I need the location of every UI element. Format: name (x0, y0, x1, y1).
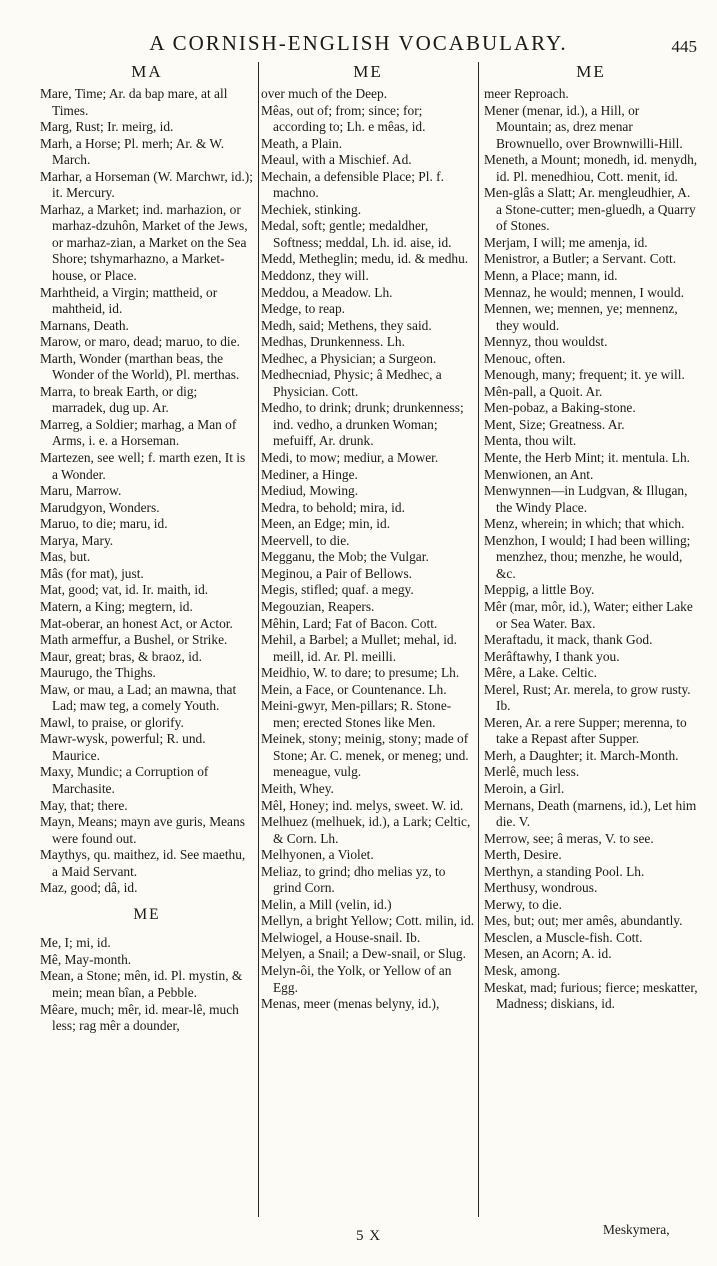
entry-list (261, 86, 475, 1013)
dictionary-entry: Marg, Rust; Ir. meirg, id. (40, 119, 174, 135)
column-heading: MA (131, 62, 163, 81)
dictionary-entry: Medhas, Drunkenness. Lh. (261, 334, 405, 350)
dictionary-entry: Mâs (for mat), just. (40, 565, 144, 581)
dictionary-entry: Meaul, with a Mischief. Ad. (261, 152, 412, 168)
dictionary-entry: Mediud, Mowing. (261, 483, 359, 499)
dictionary-entry: Mêhin, Lard; Fat of Bacon. Cott. (261, 615, 438, 631)
dictionary-entry: Mean, a Stone; mên, id. Pl. mystin, & mein; mean bîan, a Pebble. (40, 968, 243, 1000)
dictionary-entry: Mat, good; vat, id. Ir. maith, id. (40, 582, 209, 598)
dictionary-entry: Medi, to mow; mediur, a Mower. (261, 450, 439, 466)
dictionary-entry: Marra, to break Earth, or dig; marradek, dug up. Ar. (40, 383, 198, 416)
dictionary-entry: Marnans, Death. (40, 317, 129, 333)
dictionary-entry: Mêas, out of; from; since; for; according to; Lh. e mêas, id. (261, 102, 426, 135)
dictionary-entry: Menz, wherein; in which; that which. (484, 516, 685, 532)
page-title: A CORNISH-ENGLISH VOCABULARY. (149, 31, 568, 55)
dictionary-entry: Medhec, a Physician; a Surgeon. (261, 350, 437, 366)
dictionary-entry: Martezen, see well; f. marth ezen, It is a Wonder. (40, 450, 246, 482)
dictionary-entry: Meneth, a Mount; monedh, id. menydh, id. Pl. menedhiou, Cott. menit, id. (484, 152, 698, 184)
dictionary-entry: Maru, Marrow. (40, 483, 122, 499)
dictionary-entry: Mat-oberar, an honest Act, or Actor. (40, 615, 233, 631)
column-heading: ME (576, 62, 606, 81)
dictionary-entry: Meath, a Plain. (261, 135, 343, 151)
dictionary-entry: Marhaz, a Market; ind. marhazion, or marhaz-dzuhôn, Market of the Jews, or marhaz-zian, a Market on the Sea Shore; tshymarhazno, a Market-house, or Place. (40, 201, 248, 284)
dictionary-entry: Marth, Wonder (marthan beas, the Wonder of the World), Pl. merthas. (40, 350, 240, 383)
dictionary-entry: Mare, Time; Ar. da bap mare, at all Times. (40, 86, 228, 118)
dictionary-entry: Mas, but. (40, 549, 91, 565)
dictionary-entry: Mêare, much; mêr, id. mear-lê, much less; rag mêr a dounder, (40, 1001, 239, 1034)
dictionary-entry: Mechiek, stinking. (261, 201, 362, 217)
dictionary-entry: Mêr (mar, môr, id.), Water; either Lake or Sea Water. Bax. (484, 598, 693, 631)
dictionary-entry: Melyen, a Snail; a Dew-snail, or Slug. (261, 946, 466, 962)
dictionary-entry: Marreg, a Soldier; marhag, a Man of Arms, i. e. a Horseman. (40, 416, 237, 449)
column-heading: ME (353, 62, 383, 81)
dictionary-entry: Mennen, we; mennen, ye; mennenz, they would. (484, 301, 678, 333)
dictionary-entry: Men-pobaz, a Baking-stone. (484, 400, 636, 416)
dictionary-entry: Mawl, to praise, or glorify. (40, 714, 184, 730)
dictionary-entry: Maur, great; bras, & braoz, id. (40, 648, 202, 664)
dictionary-entry: Mêre, a Lake. Celtic. (484, 665, 598, 681)
signature-mark: 5 X (356, 1228, 382, 1244)
dictionary-entry: Mernans, Death (marnens, id.), Let him die. V. (484, 797, 697, 830)
dictionary-entry: Matern, a King; megtern, id. (40, 598, 193, 614)
catchword: Meskymera, (603, 1222, 670, 1237)
dictionary-entry: Mechain, a defensible Place; Pl. f. machno. (261, 168, 444, 201)
dictionary-entry: Megouzian, Reapers. (261, 598, 375, 614)
dictionary-entry: Maurugo, the Thighs. (40, 665, 156, 681)
dictionary-entry: Mesclen, a Muscle-fish. Cott. (484, 929, 643, 945)
page-number: 445 (671, 37, 697, 56)
dictionary-entry: Medra, to behold; mira, id. (261, 499, 405, 515)
dictionary-entry: Maw, or mau, a Lad; an mawna, that Lad; maw teg, a comely Youth. (40, 681, 237, 714)
dictionary-entry: Meraftadu, it mack, thank God. (484, 632, 653, 648)
dictionary-entry: Mellyn, a bright Yellow; Cott. milin, id. (261, 913, 475, 929)
column-rule (258, 62, 259, 1217)
dictionary-entry: Marh, a Horse; Pl. merh; Ar. & W. March. (40, 135, 225, 168)
dictionary-entry: Mêl, Honey; ind. melys, sweet. W. id. (261, 797, 464, 813)
dictionary-entry: Menwynnen—in Ludgvan, & Illugan, the Windy Place. (484, 483, 688, 515)
dictionary-entry: Math armeffur, a Bushel, or Strike. (40, 632, 228, 648)
dictionary-entry: Melhuez (melhuek, id.), a Lark; Celtic, & Corn. Lh. (261, 814, 471, 846)
dictionary-entry: Marhar, a Horseman (W. Marchwr, id.); it. Mercury. (40, 168, 253, 201)
dictionary-entry: Mesk, among. (484, 962, 561, 978)
dictionary-entry: Meen, an Edge; min, id. (261, 516, 391, 532)
dictionary-entry: Medhecniad, Physic; â Medhec, a Physician. Cott. (261, 367, 442, 399)
dictionary-entry: Marow, or maro, dead; maruo, to die. (40, 334, 240, 350)
dictionary-entry: Mên-pall, a Quoit. Ar. (484, 383, 603, 399)
dictionary-entry: Medho, to drink; drunk; drunkenness; ind. vedho, a drunken Woman; mefuiff, Ar. drunk. (261, 400, 464, 449)
dictionary-entry: Merthyn, a standing Pool. Lh. (484, 863, 645, 879)
dictionary-entry: Meroin, a Girl. (484, 780, 565, 796)
dictionary-entry: Meini-gwyr, Men-pillars; R. Stone-men; erected Stones like Men. (261, 698, 452, 730)
dictionary-entry: Menn, a Place; mann, id. (484, 268, 618, 284)
dictionary-entry: Mayn, Means; mayn ave guris, Means were found out. (40, 814, 245, 846)
dictionary-entry: Meskat, mad; furious; fierce; meskatter, Madness; diskians, id. (484, 979, 698, 1012)
dictionary-entry: Ment, Size; Greatness. Ar. (484, 416, 625, 432)
dictionary-entry: Meinek, stony; meinig, stony; made of Stone; Ar. C. menek, or meneg; und. meneague, vulg. (261, 731, 469, 780)
dictionary-entry: Medal, soft; gentle; medaldher, Softness; meddal, Lh. id. aise, id. (261, 218, 452, 250)
dictionary-entry: Mehil, a Barbel; a Mullet; mehal, id. meill, id. Ar. Pl. meilli. (261, 632, 457, 664)
dictionary-entry: Merlê, much less. (484, 764, 580, 780)
dictionary-entry: over much of the Deep. (261, 86, 388, 101)
dictionary-entry: Menas, meer (menas belyny, id.), (261, 996, 440, 1012)
dictionary-entry: Menzhon, I would; I had been willing; menzhez, thou; menzhe, he would, &c. (484, 532, 691, 581)
dictionary-entry: Merrow, see; â meras, V. to see. (484, 830, 654, 846)
dictionary-entry: Mê, May-month. (40, 951, 132, 967)
dictionary-entry: Men-glâs a Slatt; Ar. mengleudhier, A. a Stone-cutter; men-gluedh, a Quarry of Stones. (484, 185, 696, 234)
dictionary-entry: Megganu, the Mob; the Vulgar. (261, 549, 429, 565)
column-1 (40, 62, 254, 1218)
dictionary-entry: Menistror, a Butler; a Servant. Cott. (484, 251, 677, 267)
dictionary-entry: meer Reproach. (484, 86, 569, 101)
dictionary-entry: Maythys, qu. maithez, id. See maethu, a Maid Servant. (40, 847, 246, 879)
dictionary-entry: Meliaz, to grind; dho melias yz, to grind Corn. (261, 863, 446, 896)
dictionary-entry: Menouc, often. (484, 350, 566, 366)
dictionary-entry: Medge, to reap. (261, 301, 346, 317)
section-heading: ME (133, 905, 161, 923)
dictionary-entry: Meddonz, they will. (261, 268, 369, 284)
dictionary-entry: Merthusy, wondrous. (484, 880, 598, 896)
dictionary-entry: Meith, Whey. (261, 780, 334, 796)
dictionary-entry: Meidhio, W. to dare; to presume; Lh. (261, 665, 460, 681)
dictionary-entry: Melin, a Mill (velin, id.) (261, 896, 392, 912)
dictionary-entry: Melwiogel, a House-snail. Ib. (261, 929, 421, 945)
dictionary-entry: Megis, stifled; quaf. a megy. (261, 582, 414, 598)
dictionary-entry: Melyn-ôi, the Yolk, or Yellow of an Egg. (261, 962, 452, 995)
dictionary-entry: Merth, Desire. (484, 847, 562, 863)
dictionary-entry: Merel, Rust; Ar. merela, to grow rusty. Ib. (484, 681, 691, 714)
dictionary-entry: Meervell, to die. (261, 532, 350, 548)
dictionary-entry: Maz, good; dâ, id. (40, 880, 138, 896)
dictionary-entry: Mener (menar, id.), a Hill, or Mountain; as, drez menar Brownuello, over Brownwilli-Hill. (484, 102, 683, 151)
dictionary-entry: Mesen, an Acorn; A. id. (484, 946, 612, 962)
dictionary-entry: Merwy, to die. (484, 896, 562, 912)
dictionary-entry: Meginou, a Pair of Bellows. (261, 565, 412, 581)
dictionary-entry: Mennaz, he would; mennen, I would. (484, 284, 685, 300)
dictionary-entry: Marudgyon, Wonders. (40, 499, 160, 515)
column-3 (484, 62, 698, 1218)
dictionary-entry: Meppig, a little Boy. (484, 582, 595, 598)
dictionary-entry: Mein, a Face, or Countenance. Lh. (261, 681, 447, 697)
dictionary-entry: Maxy, Mundic; a Corruption of Marchasite. (40, 764, 209, 796)
dictionary-entry: Meddou, a Meadow. Lh. (261, 284, 393, 300)
dictionary-entry: Medd, Metheglin; medu, id. & medhu. (261, 251, 469, 267)
dictionary-entry: Merjam, I will; me amenja, id. (484, 234, 648, 250)
entry-list (40, 935, 254, 1034)
entry-list (40, 86, 254, 897)
dictionary-entry: Mes, but; out; mer amês, abundantly. (484, 913, 683, 929)
dictionary-entry: Maruo, to die; maru, id. (40, 516, 168, 532)
dictionary-entry: Mawr-wysk, powerful; R. und. Maurice. (40, 731, 206, 763)
dictionary-entry: Marya, Mary. (40, 532, 114, 548)
dictionary-entry: Menough, many; frequent; it. ye will. (484, 367, 685, 383)
dictionary-entry: Mennyz, thou wouldst. (484, 334, 608, 350)
dictionary-entry: Melhyonen, a Violet. (261, 847, 374, 863)
dictionary-entry: May, that; there. (40, 797, 128, 813)
dictionary-entry: Medh, said; Methens, they said. (261, 317, 432, 333)
entry-list (484, 86, 698, 1013)
dictionary-entry: Mente, the Herb Mint; it. mentula. Lh. (484, 450, 691, 466)
dictionary-entry: Me, I; mi, id. (40, 935, 111, 951)
dictionary-entry: Mediner, a Hinge. (261, 466, 358, 482)
column-rule (478, 62, 479, 1217)
column-2 (261, 62, 475, 1218)
dictionary-entry: Meren, Ar. a rere Supper; merenna, to take a Repast after Supper. (484, 714, 687, 747)
dictionary-entry: Merh, a Daughter; it. March-Month. (484, 747, 679, 763)
dictionary-entry: Marhtheid, a Virgin; mattheid, or mahtheid, id. (40, 284, 218, 317)
dictionary-entry: Menwionen, an Ant. (484, 466, 594, 482)
dictionary-entry: Menta, thou wilt. (484, 433, 577, 449)
dictionary-entry: Merâftawhy, I thank you. (484, 648, 620, 664)
